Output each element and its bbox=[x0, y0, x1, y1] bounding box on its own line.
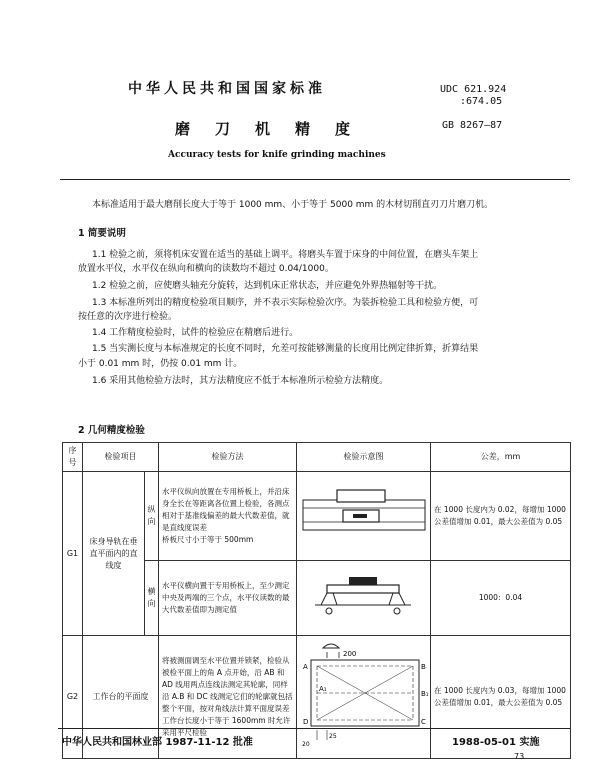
section-2-heading: 2 几何精度检验 bbox=[78, 425, 145, 436]
effective-date: 1988-05-01 实施 bbox=[452, 737, 540, 748]
g1-sub-transverse: 横向 bbox=[145, 561, 159, 636]
table-row bbox=[63, 472, 571, 561]
level-cross-figure bbox=[297, 561, 431, 631]
section-1-item: 按任意的次序进行检验。 bbox=[78, 312, 178, 322]
point-a1-label: A₁ bbox=[319, 685, 327, 693]
udc-code: UDC 621.924 bbox=[440, 84, 507, 95]
section-1-item: 1.1 检验之前，须将机床安置在适当的基础上调平。将磨头车置于床身的中间位置，在磨头车架上 bbox=[92, 250, 479, 260]
g1-item: 床身导轨在垂直平面内的直线度 bbox=[83, 472, 145, 636]
g1-sub-longitudinal: 纵向 bbox=[145, 472, 159, 561]
dim-25-label: 25 bbox=[329, 733, 337, 740]
standard-title: 中华人民共和国国家标准 bbox=[128, 81, 326, 97]
table-header-row bbox=[63, 443, 571, 472]
g2-tolerance: 在 1000 长度内为 0.03，每增加 1000 公差值增加 0.01，最大公差值为 0.05 bbox=[431, 636, 571, 759]
col-header-figure: 检验示意图 bbox=[297, 443, 431, 472]
page-number: 73 bbox=[514, 752, 525, 761]
page-title: 磨刀机精度 bbox=[175, 120, 376, 138]
g1-tolerance-longitudinal: 在 1000 长度内为 0.02，每增加 1000 公差值增加 0.01，最大公差值为 0.05 bbox=[431, 472, 571, 561]
section-1-item: 1.5 当实测长度与本标准规定的长度不同时，允差可按能够测量的长度用比例定律折算，折算结果 bbox=[92, 344, 479, 354]
point-b-label: B bbox=[421, 663, 426, 671]
g1-tolerance-transverse: 1000：0.04 bbox=[431, 561, 571, 636]
section-1-heading: 1 简要说明 bbox=[78, 228, 126, 239]
section-1-item: 1.2 检验之前，应使磨头轴充分旋转，达到机床正常状态，并应避免外界热辐射等干扰。 bbox=[92, 281, 443, 291]
footer-divider bbox=[58, 728, 570, 729]
g1-method-longitudinal bbox=[159, 472, 297, 561]
col-header-tolerance: 公差，mm bbox=[431, 443, 571, 472]
g1-figure-transverse bbox=[297, 561, 431, 636]
col-header-no: 序号 bbox=[63, 443, 83, 472]
point-a-label: A bbox=[303, 663, 308, 671]
geometric-accuracy-table bbox=[62, 442, 571, 759]
col-header-method: 检验方法 bbox=[159, 443, 297, 472]
worktable-flatness-figure bbox=[297, 636, 431, 754]
g1-method-a-text: 水平仪纵向放置在专用桥板上，并沿床身全长在等距离各位置上检验，各测点相对于基准线偏差的最大代数差值，就是直线度误差 bbox=[162, 487, 290, 532]
approval-info: 中华人民共和国林业部 1987-11-12 批准 bbox=[62, 737, 253, 748]
point-d-label: D bbox=[303, 718, 309, 726]
dim-20-label: 20 bbox=[302, 741, 310, 748]
g1-number: G1 bbox=[63, 472, 83, 636]
col-header-item: 检验项目 bbox=[83, 443, 159, 472]
g2-method-text: 将被测面调至水平位置并锁紧，检验从被检平面上的角 A 点开始，沿 AB 和 AD 线用两点连线法测定其轮廓，同样沿 A.B 和 DC 线测定它们的轮廓就包括整个平面，按对角线法计算平面度误差 bbox=[162, 656, 293, 713]
section-1-item: 1.6 采用其他检验方法时，其方法精度应不低于本标准所示检验方法精度。 bbox=[92, 376, 389, 386]
section-1-item: 1.3 本标准所列出的精度检验项目顺序，并不表示实际检验次序。为装拆检验工具和检验方便，可 bbox=[92, 298, 479, 308]
section-1-item: 放置水平仪，水平仪在纵向和横向的读数均不超过 0.04/1000。 bbox=[78, 264, 334, 274]
udc-code-line2: :674.05 bbox=[460, 96, 503, 107]
gb-number: GB 8267—87 bbox=[442, 120, 503, 131]
g1-method-transverse: 水平仪横向置于专用桥板上，至少测定中央及两端的三个点，水平仪读数的最大代数差值即为测定值 bbox=[159, 561, 297, 636]
g1-method-a-note: 桥板尺寸小于等于 500mm bbox=[162, 535, 254, 544]
g2-figure bbox=[297, 636, 431, 759]
g2-method-note: 工作台长度小于等于 1600mm 时允许采用平尺检验 bbox=[162, 716, 291, 737]
bed-guideway-figure bbox=[297, 472, 431, 556]
english-title: Accuracy tests for knife grinding machines bbox=[168, 150, 386, 160]
point-b1-label: B₁ bbox=[421, 690, 429, 698]
point-c-label: C bbox=[421, 718, 426, 726]
header-divider bbox=[60, 179, 570, 180]
g2-number: G2 bbox=[63, 636, 83, 759]
intro-paragraph: 本标准适用于最大磨削长度大于等于 1000 mm、小于等于 5000 mm 的木材切削直刃刀片磨刀机。 bbox=[92, 200, 494, 210]
dim-200-label: 200 bbox=[343, 650, 357, 658]
section-1-item: 1.4 工作精度检验时，试件的检验应在精磨后进行。 bbox=[92, 328, 299, 338]
g2-item: 工作台的平面度 bbox=[83, 636, 159, 759]
section-1-item: 小于 0.01 mm 时，仍按 0.01 mm 计。 bbox=[78, 359, 243, 369]
g1-figure-longitudinal bbox=[297, 472, 431, 561]
